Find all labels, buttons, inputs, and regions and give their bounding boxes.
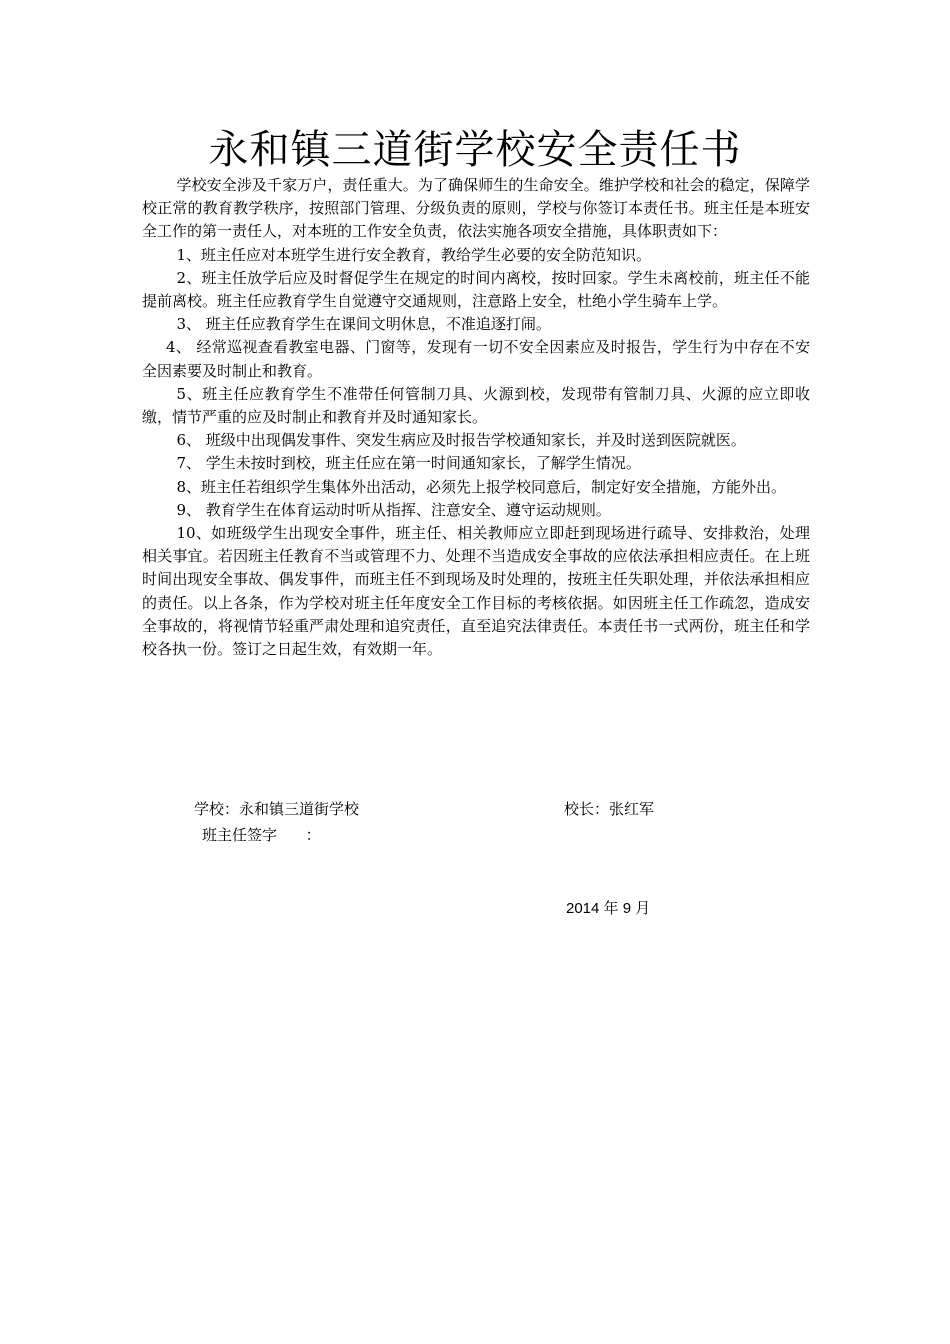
item-10: 10、如班级学生出现安全事件，班主任、相关教师应立即赶到现场进行疏导、安排救治，处理相关事宜。若因班主任教育不当或管理不力、处理不当造成安全事故的应依法承担相应责任。在上班时间出现安全事故、偶发事件，而班主任不到现场及时处理的，按班主任失职处理，并依法承担相应的责任。以上各条，作为学校对班主任年度安全工作目标的考核依据。如因班主任工作疏忽，造成安全事故的，将视情节轻重严肃处理和追究责任，直至追究法律责任。本责任书一式两份，班主任和学校各执一份。签订之日起生效，有效期一年。: [142, 524, 810, 659]
school-signature: 学校：永和镇三道街学校: [194, 800, 360, 818]
item-3: 3、 班主任应教育学生在课间文明休息，不准追逐打闹。: [176, 315, 551, 334]
document-body: [142, 174, 810, 661]
intro-paragraph: 学校安全涉及千家万户，责任重大。为了确保师生的生命安全。维护学校和社会的稳定，保障学校正常的教育教学秩序，按照部门管理、分级负责的原则，学校与你签订本责任书。班主任是本班安全工作的第一责任人，对本班的工作安全负责，依法实施各项安全措施，具体职责如下：: [142, 176, 810, 241]
item-2: 2、班主任放学后应及时督促学生在规定的时间内离校，按时回家。学生未离校前，班主任不能提前离校。班主任应教育学生自觉遵守交通规则，注意路上安全，杜绝小学生骑车上学。: [142, 268, 810, 311]
item-7: 7、 学生未按时到校，班主任应在第一时间通知家长，了解学生情况。: [176, 454, 641, 473]
item-5: 5、班主任应教育学生不准带任何管制刀具、火源到校，发现带有管制刀具、火源的应立即收缴，情节严重的应及时制止和教育并及时通知家长。: [142, 384, 810, 427]
principal-signature: 校长：张红军: [564, 800, 655, 818]
teacher-signature-line: 班主任签字 ：: [202, 826, 321, 844]
item-6: 6、 班级中出现偶发事件、突发生病应及时报告学校通知家长，并及时送到医院就医。: [176, 431, 746, 450]
document-date: 2014 年 9 月: [566, 900, 651, 917]
item-1: 1、班主任应对本班学生进行安全教育，教给学生必要的安全防范知识。: [176, 245, 652, 264]
item-4: 4、 经常巡视查看教室电器、门窗等，发现有一切不安全因素应及时报告，学生行为中存在不安全因素要及时制止和教育。: [142, 338, 810, 380]
item-9: 9、 教育学生在体育运动时听从指挥、注意安全、遵守运动规则。: [176, 500, 611, 519]
document-title: 永和镇三道街学校安全责任书: [208, 127, 742, 173]
item-8: 8、班主任若组织学生集体外出活动，必须先上报学校同意后，制定好安全措施，方能外出。: [176, 477, 787, 496]
